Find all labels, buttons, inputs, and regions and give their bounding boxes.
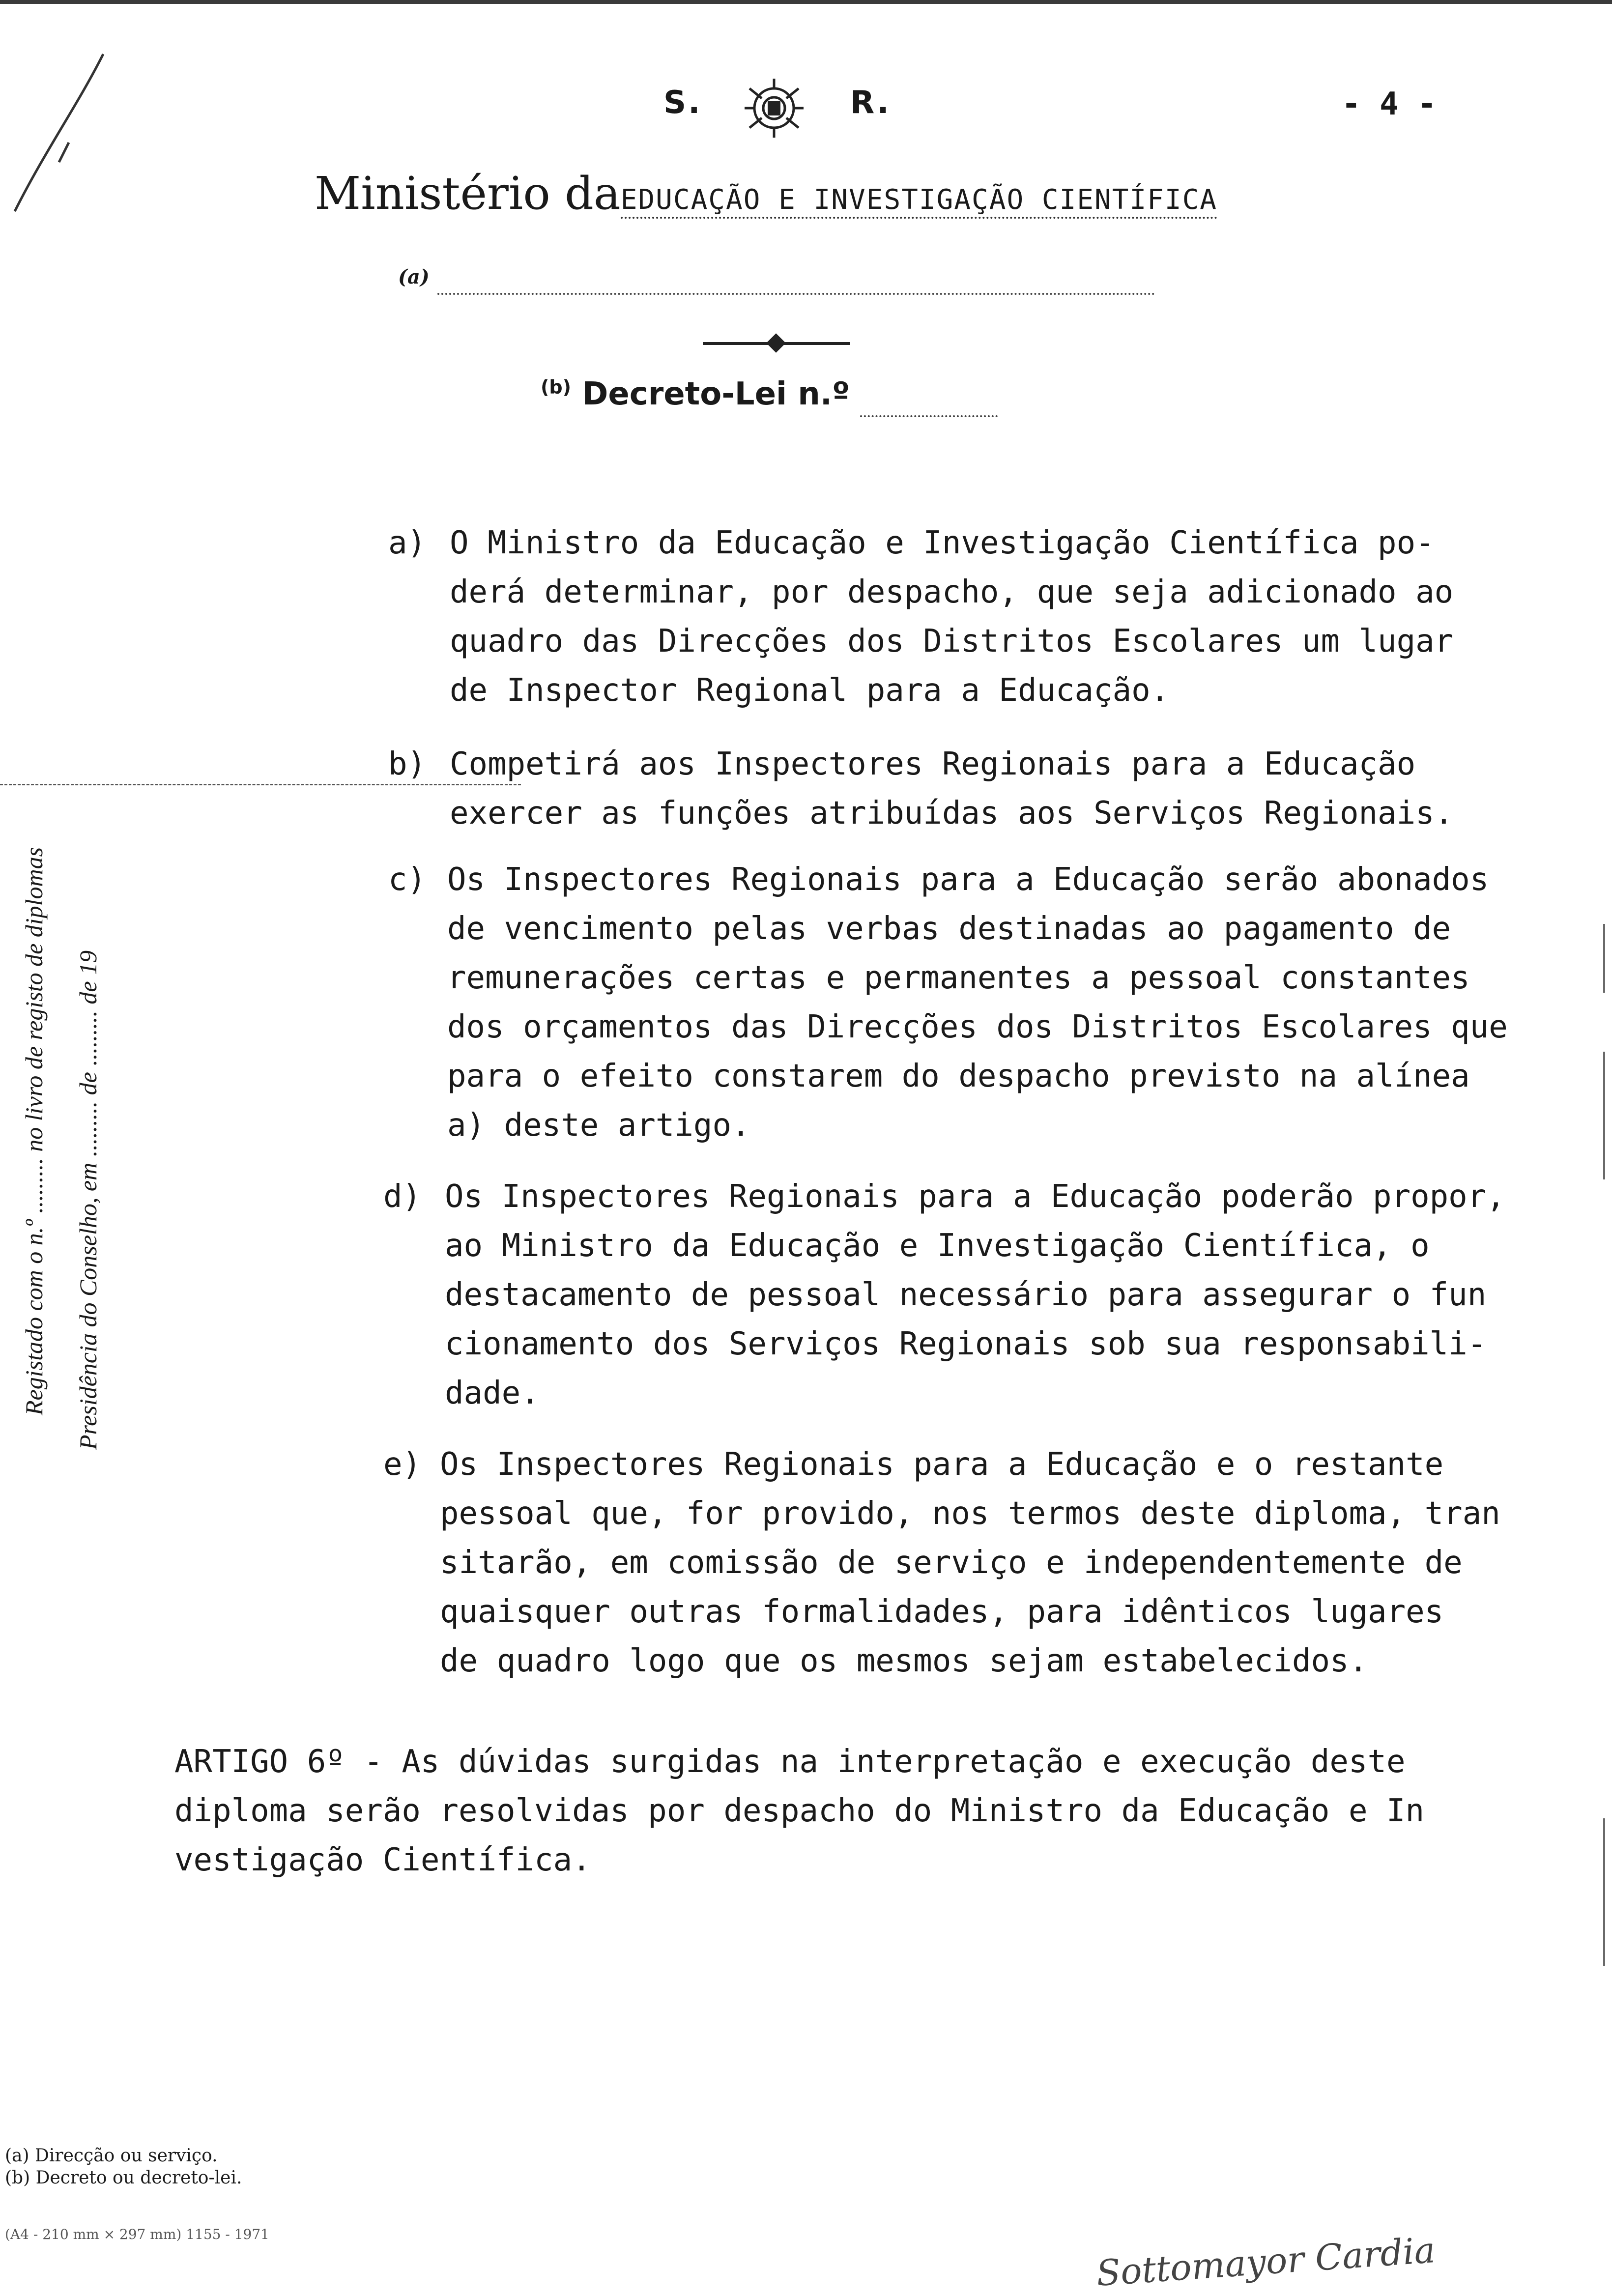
item-letter: a) — [388, 525, 427, 561]
edge-mark — [1603, 924, 1605, 993]
ministry-name: EDUCAÇÃO E INVESTIGAÇÃO CIENTÍFICA — [621, 184, 1217, 219]
signature: Sottomayor Cardia — [1094, 2229, 1437, 2294]
item-line: de Inspector Regional para a Educação. — [450, 672, 1170, 709]
item-line: a) deste artigo. — [447, 1107, 750, 1144]
pen-mark-icon — [5, 44, 123, 221]
header-s-letter: S. — [663, 85, 702, 121]
item-line: Os Inspectores Regionais para a Educação e o restante — [440, 1446, 1444, 1483]
item-line: pessoal que, for provido, nos termos deste diploma, tran — [440, 1495, 1500, 1532]
artigo-line: vestigação Científica. — [174, 1842, 591, 1878]
item-line: cionamento dos Serviços Regionais sob sua responsabili- — [445, 1326, 1487, 1362]
item-line: de quadro logo que os mesmos sejam estabelecidos. — [440, 1643, 1368, 1679]
decree-prefix: (b) — [541, 376, 571, 398]
item-letter: e) — [383, 1446, 422, 1483]
item-line: quadro das Direcções dos Distritos Escolares um lugar — [450, 623, 1454, 660]
item-line: ao Ministro da Educação e Investigação Científica, o — [445, 1228, 1430, 1264]
edge-mark — [1603, 1052, 1605, 1179]
item-line: dade. — [445, 1375, 540, 1411]
edge-mark — [1603, 1818, 1605, 1966]
item-line: remunerações certas e permanentes a pessoal constantes — [447, 960, 1470, 996]
header-r-letter: R. — [850, 85, 891, 121]
item-line: sitarão, em comissão de serviço e independentemente de — [440, 1545, 1463, 1581]
item-letter: b) — [388, 746, 427, 782]
footnote-b: (b) Decreto ou decreto-lei. — [5, 2168, 242, 2188]
field-a-line — [437, 293, 1155, 295]
item-line: O Ministro da Educação e Investigação Científica po- — [450, 525, 1435, 561]
coat-of-arms-icon — [742, 74, 806, 143]
margin-registration: Registado com o n.º ......... no livro de registo de diplomas — [20, 847, 48, 1415]
page-top-border — [0, 0, 1612, 4]
item-line: derá determinar, por despacho, que seja adicionado ao — [450, 574, 1454, 610]
item-line: Os Inspectores Regionais para a Educação serão abonados — [447, 861, 1489, 898]
item-line: de vencimento pelas verbas destinadas ao pagamento de — [447, 911, 1451, 947]
print-code: (A4 - 210 mm × 297 mm) 1155 - 1971 — [5, 2226, 269, 2242]
item-line: dos orçamentos das Direcções dos Distritos Escolares que — [447, 1009, 1508, 1045]
item-letter: d) — [383, 1178, 422, 1215]
margin-presidencia: Presidência do Conselho, em ......... de ......... de 19 — [74, 950, 102, 1450]
ministry-prefix: Ministério da — [315, 167, 621, 220]
item-line: Os Inspectores Regionais para a Educação poderão propor, — [445, 1178, 1505, 1215]
item-line: exercer as funções atribuídas aos Serviços Regionais. — [450, 795, 1454, 832]
field-a-label: (a) — [398, 265, 430, 288]
ministry-title — [315, 167, 1217, 220]
item-line: Competirá aos Inspectores Regionais para a Educação — [450, 746, 1416, 782]
item-letter: c) — [388, 861, 427, 898]
artigo-6 — [174, 1737, 1424, 1885]
item-line: quaisquer outras formalidades, para idênticos lugares — [440, 1594, 1444, 1630]
item-line: destacamento de pessoal necessário para assegurar o fun — [445, 1277, 1487, 1313]
separator-diamond-icon — [766, 333, 786, 353]
decree-text: Decreto-Lei n.º — [582, 376, 850, 412]
artigo-line: diploma serão resolvidas por despacho do Ministro da Educação e In — [174, 1793, 1425, 1829]
decree-number-line — [860, 415, 998, 417]
footnote-a: (a) Direcção ou serviço. — [5, 2146, 218, 2166]
decree-label — [541, 376, 850, 412]
page-number: - 4 - — [1342, 86, 1437, 122]
crease-line — [0, 784, 521, 785]
artigo-line: ARTIGO 6º - As dúvidas surgidas na interpretação e execução deste — [174, 1744, 1406, 1780]
item-line: para o efeito constarem do despacho previsto na alínea — [447, 1058, 1470, 1094]
